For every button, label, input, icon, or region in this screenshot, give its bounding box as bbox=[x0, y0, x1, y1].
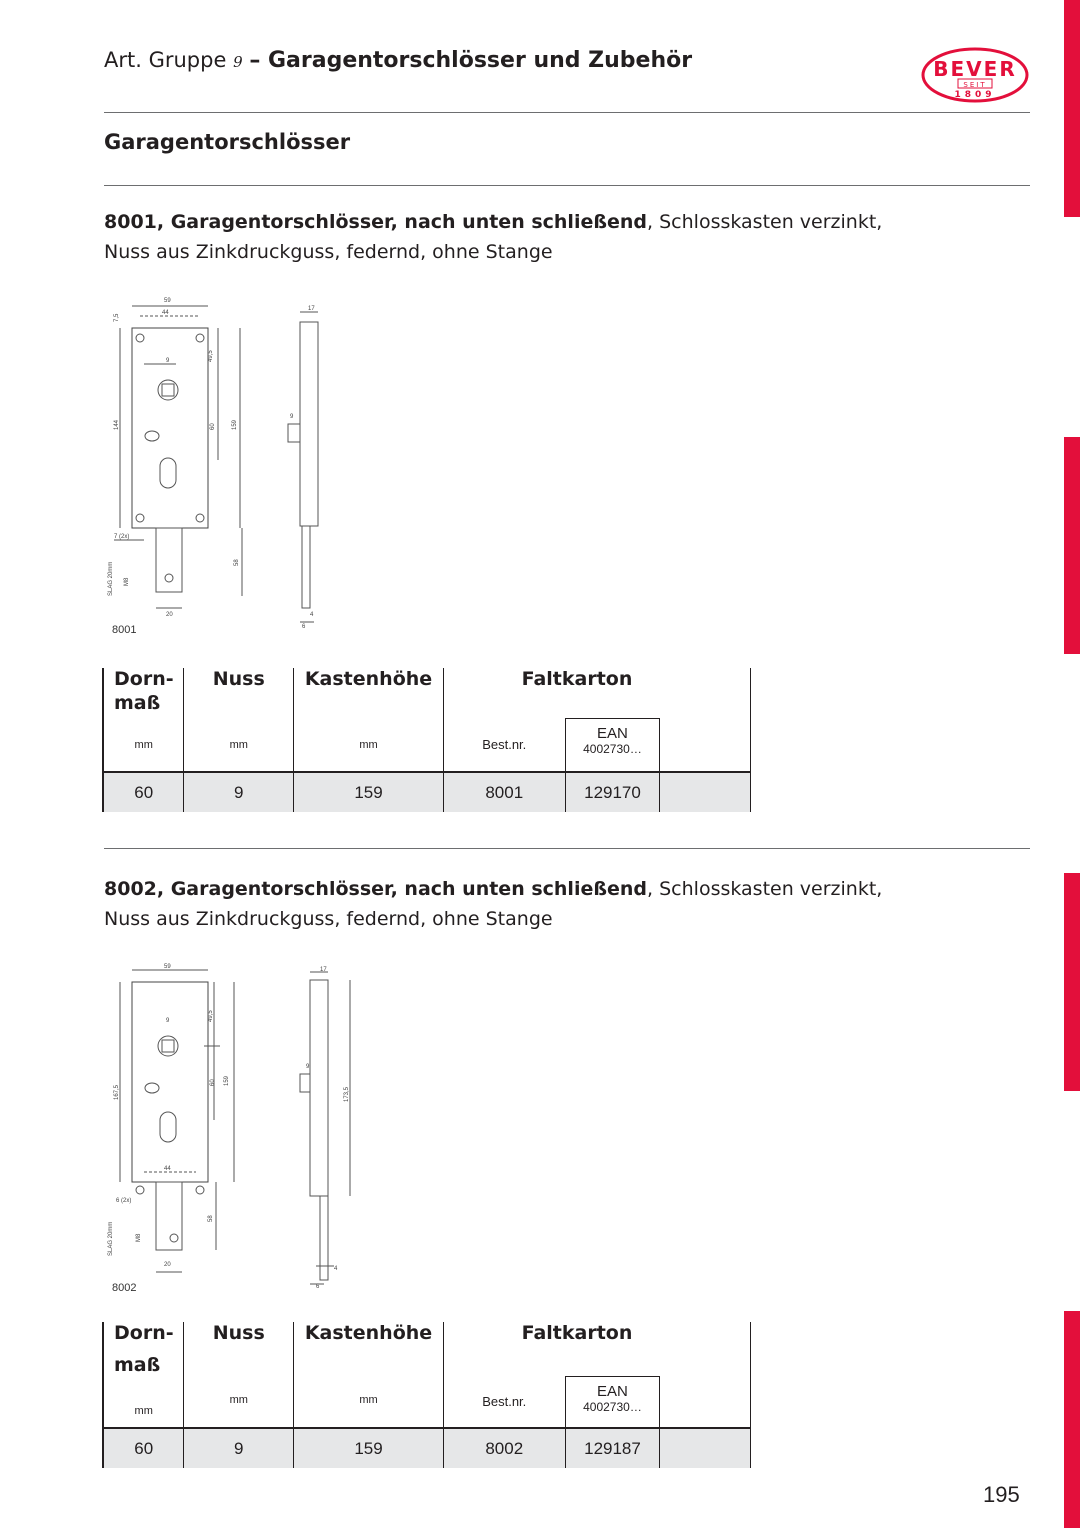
svg-text:49,5: 49,5 bbox=[208, 350, 214, 362]
svg-text:58: 58 bbox=[208, 1215, 214, 1222]
product-8001-description: 8001, Garagentorschlösser, nach unten schließend, Schlosskasten verzinkt, Nuss aus Zinkdruckguss, federnd, ohne Stange bbox=[104, 211, 883, 263]
header-nuss: Nuss bbox=[184, 1322, 294, 1376]
group-prefix: Art. Gruppe bbox=[104, 48, 227, 72]
svg-text:17: 17 bbox=[320, 967, 327, 973]
label-ean: EAN 4002730… bbox=[565, 1376, 660, 1428]
svg-text:4: 4 bbox=[310, 612, 314, 618]
svg-text:M8: M8 bbox=[136, 1233, 142, 1242]
section-title: Garagentorschlösser bbox=[104, 130, 351, 154]
section-rule bbox=[104, 185, 1030, 186]
cell-bestnr: 8002 bbox=[443, 1428, 565, 1468]
svg-text:9: 9 bbox=[306, 1064, 310, 1070]
unit-kastenhoehe: mm bbox=[294, 718, 444, 772]
svg-text:9: 9 bbox=[166, 358, 170, 364]
svg-text:4: 4 bbox=[334, 1266, 338, 1272]
svg-text:17: 17 bbox=[308, 306, 315, 312]
side-tab-3 bbox=[1064, 873, 1080, 1091]
svg-text:7,5: 7,5 bbox=[114, 313, 120, 322]
table-row bbox=[103, 772, 751, 812]
svg-text:20: 20 bbox=[164, 1262, 171, 1268]
svg-text:159: 159 bbox=[232, 419, 238, 430]
bever-logo bbox=[920, 46, 1030, 104]
side-tab-1 bbox=[1064, 0, 1080, 217]
page-header bbox=[104, 48, 692, 73]
svg-text:SLAG 20mm: SLAG 20mm bbox=[108, 561, 114, 596]
cell-dornmass: 60 bbox=[103, 772, 184, 812]
header-kastenhoehe: Kastenhöhe bbox=[294, 668, 444, 718]
group-number: 9 bbox=[233, 53, 243, 71]
cell-nuss: 9 bbox=[184, 1428, 294, 1468]
svg-text:49,5: 49,5 bbox=[208, 1010, 214, 1022]
cell-ean: 129170 bbox=[565, 772, 660, 812]
technical-drawing-8001-side bbox=[280, 300, 350, 630]
unit-nuss: mm bbox=[184, 718, 294, 772]
cell-bestnr: 8001 bbox=[443, 772, 565, 812]
svg-text:60: 60 bbox=[210, 423, 216, 430]
product-title: 8001, Garagentorschlösser, nach unten schließend bbox=[104, 211, 648, 233]
drawing-label: 8002 bbox=[112, 1282, 137, 1294]
product-8002-description: 8002, Garagentorschlösser, nach unten schließend, Schlosskasten verzinkt, Nuss aus Zinkdruckguss, federnd, ohne Stange bbox=[104, 878, 883, 930]
svg-text:9: 9 bbox=[166, 1018, 170, 1024]
unit-dornmass: mm bbox=[103, 718, 184, 772]
cell-kastenhoehe: 159 bbox=[294, 772, 444, 812]
svg-text:44: 44 bbox=[164, 1166, 171, 1172]
svg-text:144: 144 bbox=[114, 419, 120, 430]
label-bestnr: Best.nr. bbox=[443, 1376, 565, 1428]
svg-text:44: 44 bbox=[162, 310, 169, 316]
svg-text:167,5: 167,5 bbox=[114, 1084, 120, 1100]
svg-text:M8: M8 bbox=[124, 577, 130, 586]
cell-ean: 129187 bbox=[565, 1428, 660, 1468]
svg-text:59: 59 bbox=[164, 298, 171, 304]
cell-dornmass: 60 bbox=[103, 1428, 184, 1468]
group-title: – Garagentorschlösser und Zubehör bbox=[249, 48, 693, 73]
header-rule bbox=[104, 112, 1030, 113]
svg-text:59: 59 bbox=[164, 964, 171, 970]
svg-text:1809: 1809 bbox=[954, 90, 996, 100]
cell-nuss: 9 bbox=[184, 772, 294, 812]
header-dornmass: Dorn- maß bbox=[103, 668, 184, 718]
svg-text:173,5: 173,5 bbox=[344, 1086, 350, 1102]
header-nuss: Nuss bbox=[184, 668, 294, 718]
spec-table-8002 bbox=[102, 1322, 751, 1468]
unit-dornmass: mm bbox=[103, 1376, 184, 1428]
product-rule bbox=[104, 848, 1030, 849]
label-ean: EAN 4002730… bbox=[565, 718, 660, 772]
label-bestnr: Best.nr. bbox=[443, 718, 565, 772]
svg-text:60: 60 bbox=[210, 1079, 216, 1086]
header-faltkarton: Faltkarton bbox=[443, 1322, 750, 1376]
svg-text:58: 58 bbox=[234, 559, 240, 566]
header-faltkarton: Faltkarton bbox=[443, 668, 750, 718]
svg-text:6: 6 bbox=[302, 624, 306, 630]
side-tab-4 bbox=[1064, 1311, 1080, 1528]
technical-drawing-8002-side bbox=[290, 966, 360, 1290]
svg-text:7 (2x): 7 (2x) bbox=[114, 534, 130, 540]
table-row bbox=[103, 1428, 751, 1468]
unit-nuss: mm bbox=[184, 1376, 294, 1428]
header-kastenhoehe: Kastenhöhe bbox=[294, 1322, 444, 1376]
page-number: 195 bbox=[983, 1482, 1020, 1507]
svg-text:9: 9 bbox=[290, 414, 294, 420]
svg-text:SLAG 20mm: SLAG 20mm bbox=[108, 1221, 114, 1256]
spec-table-8001 bbox=[102, 668, 751, 812]
svg-text:6 (2x): 6 (2x) bbox=[116, 1198, 132, 1204]
svg-text:6: 6 bbox=[316, 1284, 320, 1290]
product-title: 8002, Garagentorschlösser, nach unten schließend bbox=[104, 878, 648, 900]
header-dornmass: Dorn- maß bbox=[103, 1322, 184, 1376]
svg-text:159: 159 bbox=[224, 1075, 230, 1086]
drawing-label: 8001 bbox=[112, 624, 137, 636]
side-tab-2 bbox=[1064, 437, 1080, 654]
cell-kastenhoehe: 159 bbox=[294, 1428, 444, 1468]
unit-kastenhoehe: mm bbox=[294, 1376, 444, 1428]
logo-wordmark: BEVER bbox=[933, 57, 1017, 81]
svg-text:20: 20 bbox=[166, 612, 173, 618]
svg-text:SEIT: SEIT bbox=[963, 81, 987, 89]
